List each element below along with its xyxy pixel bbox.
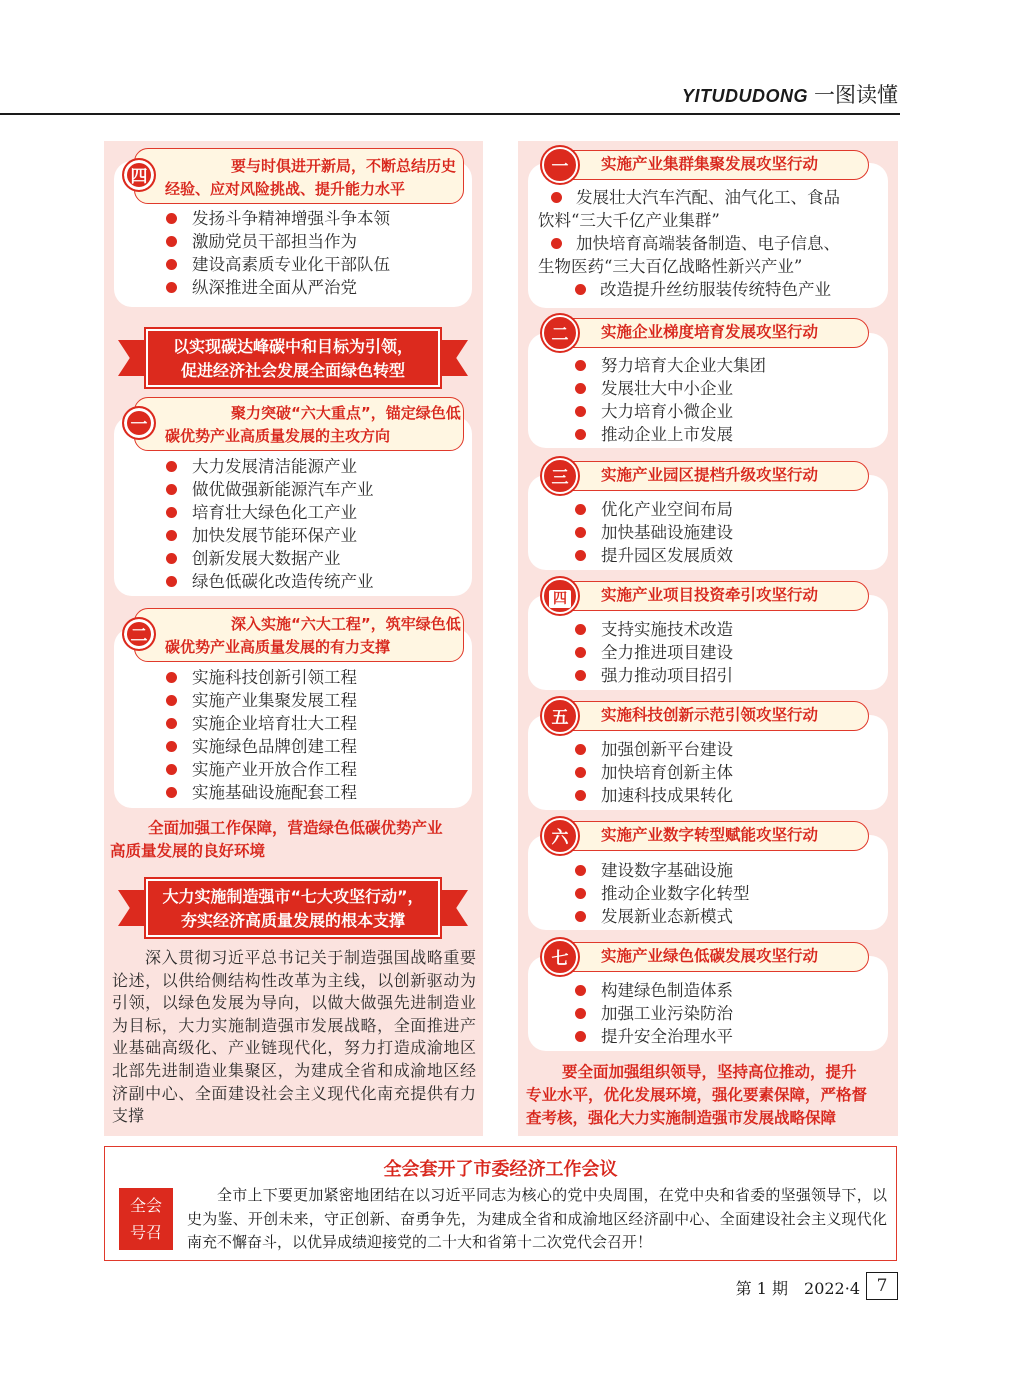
- action-one-number: 一: [542, 147, 578, 183]
- brand-cn: 一图读懂: [814, 84, 898, 107]
- six-projects-number: 二: [122, 617, 156, 651]
- list-item: 提升安全治理水平: [575, 1025, 733, 1048]
- guarantee-text: 全面加强工作保障，营造绿色低碳优势产业 高质量发展的良好环境: [110, 819, 443, 860]
- banner-seven-actions: 大力实施制造强市“七大攻坚行动”， 夯实经济高质量发展的根本支撑: [118, 879, 468, 937]
- right-column: [518, 141, 898, 1136]
- action-one-line: 发展壮大汽车汽配、油气化工、食品: [576, 186, 840, 209]
- list-item: 推动企业上市发展: [575, 423, 766, 446]
- action-two-title: 实施企业梯度培育发展攻坚行动: [544, 318, 869, 348]
- action-six-list: [575, 859, 750, 928]
- list-item: 创新发展大数据产业: [166, 547, 374, 570]
- green-focus-list: [166, 455, 374, 593]
- action-five-list: [575, 738, 733, 807]
- action-one-title: 实施产业集群集聚发展攻坚行动: [544, 150, 869, 180]
- action-one-line: 生物医药“三大百亿战略性新兴产业”: [538, 257, 803, 276]
- plenary-title: 全会套开了市委经济工作会议: [383, 1159, 618, 1180]
- list-item: 实施产业开放合作工程: [166, 758, 357, 781]
- list-item: 实施绿色品牌创建工程: [166, 735, 357, 758]
- page-header: [0, 75, 900, 115]
- list-item: 支持实施技术改造: [575, 618, 733, 641]
- list-item: 大力发展清洁能源产业: [166, 455, 374, 478]
- list-item: 加快发展节能环保产业: [166, 524, 374, 547]
- action-seven-title: 实施产业绿色低碳发展攻坚行动: [544, 942, 869, 972]
- list-item: 纵深推进全面从严治党: [166, 276, 390, 299]
- plenary-call-box: [104, 1146, 897, 1261]
- banner-carbon: 以实现碳达峰碳中和目标为引领， 促进经济社会发展全面绿色转型: [118, 329, 468, 387]
- list-item: 推动企业数字化转型: [575, 882, 750, 905]
- list-item: 激励党员干部担当作为: [166, 230, 390, 253]
- list-item: 建设数字基础设施: [575, 859, 750, 882]
- section-four-list: [166, 207, 390, 299]
- action-six-number: 六: [542, 818, 578, 854]
- action-one-line: 改造提升丝纺服装传统特色产业: [600, 278, 831, 301]
- list-item: 实施科技创新引领工程: [166, 666, 357, 689]
- action-three-title: 实施产业园区提档升级攻坚行动: [544, 461, 869, 491]
- list-item: 发展新业态新模式: [575, 905, 750, 928]
- action-six-title: 实施产业数字转型赋能攻坚行动: [544, 821, 869, 851]
- action-one-line: 饮料“三大千亿产业集群”: [538, 211, 720, 230]
- list-item: 做优做强新能源汽车产业: [166, 478, 374, 501]
- page-number: 7: [866, 1272, 898, 1300]
- list-item: 建设高素质专业化干部队伍: [166, 253, 390, 276]
- list-item: 绿色低碳化改造传统产业: [166, 570, 374, 593]
- action-two-number: 二: [542, 315, 578, 351]
- list-item: 构建绿色制造体系: [575, 979, 733, 1002]
- list-item: 努力培育大企业大集团: [575, 354, 766, 377]
- list-item: 加强创新平台建设: [575, 738, 733, 761]
- brand: [682, 79, 898, 109]
- list-item: 实施企业培育壮大工程: [166, 712, 357, 735]
- six-projects-list: [166, 666, 357, 804]
- green-focus-number: 一: [122, 406, 156, 440]
- section-four-number: 四: [122, 158, 156, 192]
- list-item: 大力培育小微企业: [575, 400, 766, 423]
- action-four-number: 四: [542, 578, 578, 614]
- list-item: 实施基础设施配套工程: [166, 781, 357, 804]
- action-one-line: 加快培育高端装备制造、电子信息、: [576, 232, 840, 255]
- green-focus-title: 聚力突破“六大重点”，锚定绿色低 碳优势产业高质量发展的主攻方向: [134, 397, 464, 451]
- strategy-paragraph: 深入贯彻习近平总书记关于制造强国战略重要论述，以供给侧结构性改革为主线，以创新驱动为引领，以绿色发展为导向，以做大做强先进制造业为目标，大力实施制造强市发展战略，全面推进产业基础高级化、产业链现代化，努力打造成渝地区北部先进制造业集聚区，为建成全省和成渝地区经济副中心、全面建设社会主义现代化南充提供有力支撑: [112, 948, 476, 1126]
- list-item: 实施产业集聚发展工程: [166, 689, 357, 712]
- action-four-title: 实施产业项目投资牵引攻坚行动: [544, 581, 869, 611]
- list-item: 加快基础设施建设: [575, 521, 733, 544]
- page-footer: [700, 1272, 900, 1302]
- list-item: 全力推进项目建设: [575, 641, 733, 664]
- list-item: 优化产业空间布局: [575, 498, 733, 521]
- list-item: 培育壮大绿色化工产业: [166, 501, 374, 524]
- list-item: 发展壮大中小企业: [575, 377, 766, 400]
- list-item: 加速科技成果转化: [575, 784, 733, 807]
- call-tag: 全会 号召: [119, 1188, 173, 1250]
- action-four-list: [575, 618, 733, 687]
- action-three-list: [575, 498, 733, 567]
- left-column: [104, 141, 483, 1136]
- action-seven-list: [575, 979, 733, 1048]
- action-three-number: 三: [542, 458, 578, 494]
- six-projects-title: 深入实施“六大工程”，筑牢绿色低 碳优势产业高质量发展的有力支撑: [134, 608, 464, 662]
- action-five-title: 实施科技创新示范引领攻坚行动: [544, 701, 869, 731]
- section-four-title: 要与时俱进开新局，不断总结历史 经验、应对风险挑战、提升能力水平: [134, 148, 464, 204]
- action-seven-number: 七: [542, 939, 578, 975]
- action-two-list: [575, 354, 766, 446]
- call-text: 全市上下要更加紧密地团结在以习近平同志为核心的党中央周围，在党中央和省委的坚强领导下，以史为鉴、开创未来，守正创新、奋勇争先，为建成全省和成渝地区经济副中心、全面建设社会主义现代化南充不懈奋斗，以优异成绩迎接党的二十大和省第十二次党代会召开！: [187, 1186, 887, 1251]
- brand-en: YITUDUDONG: [682, 86, 808, 106]
- list-item: 加快培育创新主体: [575, 761, 733, 784]
- closing-text: 要全面加强组织领导，坚持高位推动，提升 专业水平，优化发展环境，强化要素保障，严格督 查考核，强化大力实施制造强市发展战略保障: [526, 1063, 868, 1127]
- issue-label: 第 1 期 2022·4: [735, 1279, 860, 1298]
- list-item: 提升园区发展质效: [575, 544, 733, 567]
- list-item: 强力推动项目招引: [575, 664, 733, 687]
- action-five-number: 五: [542, 698, 578, 734]
- list-item: 加强工业污染防治: [575, 1002, 733, 1025]
- list-item: 发扬斗争精神增强斗争本领: [166, 207, 390, 230]
